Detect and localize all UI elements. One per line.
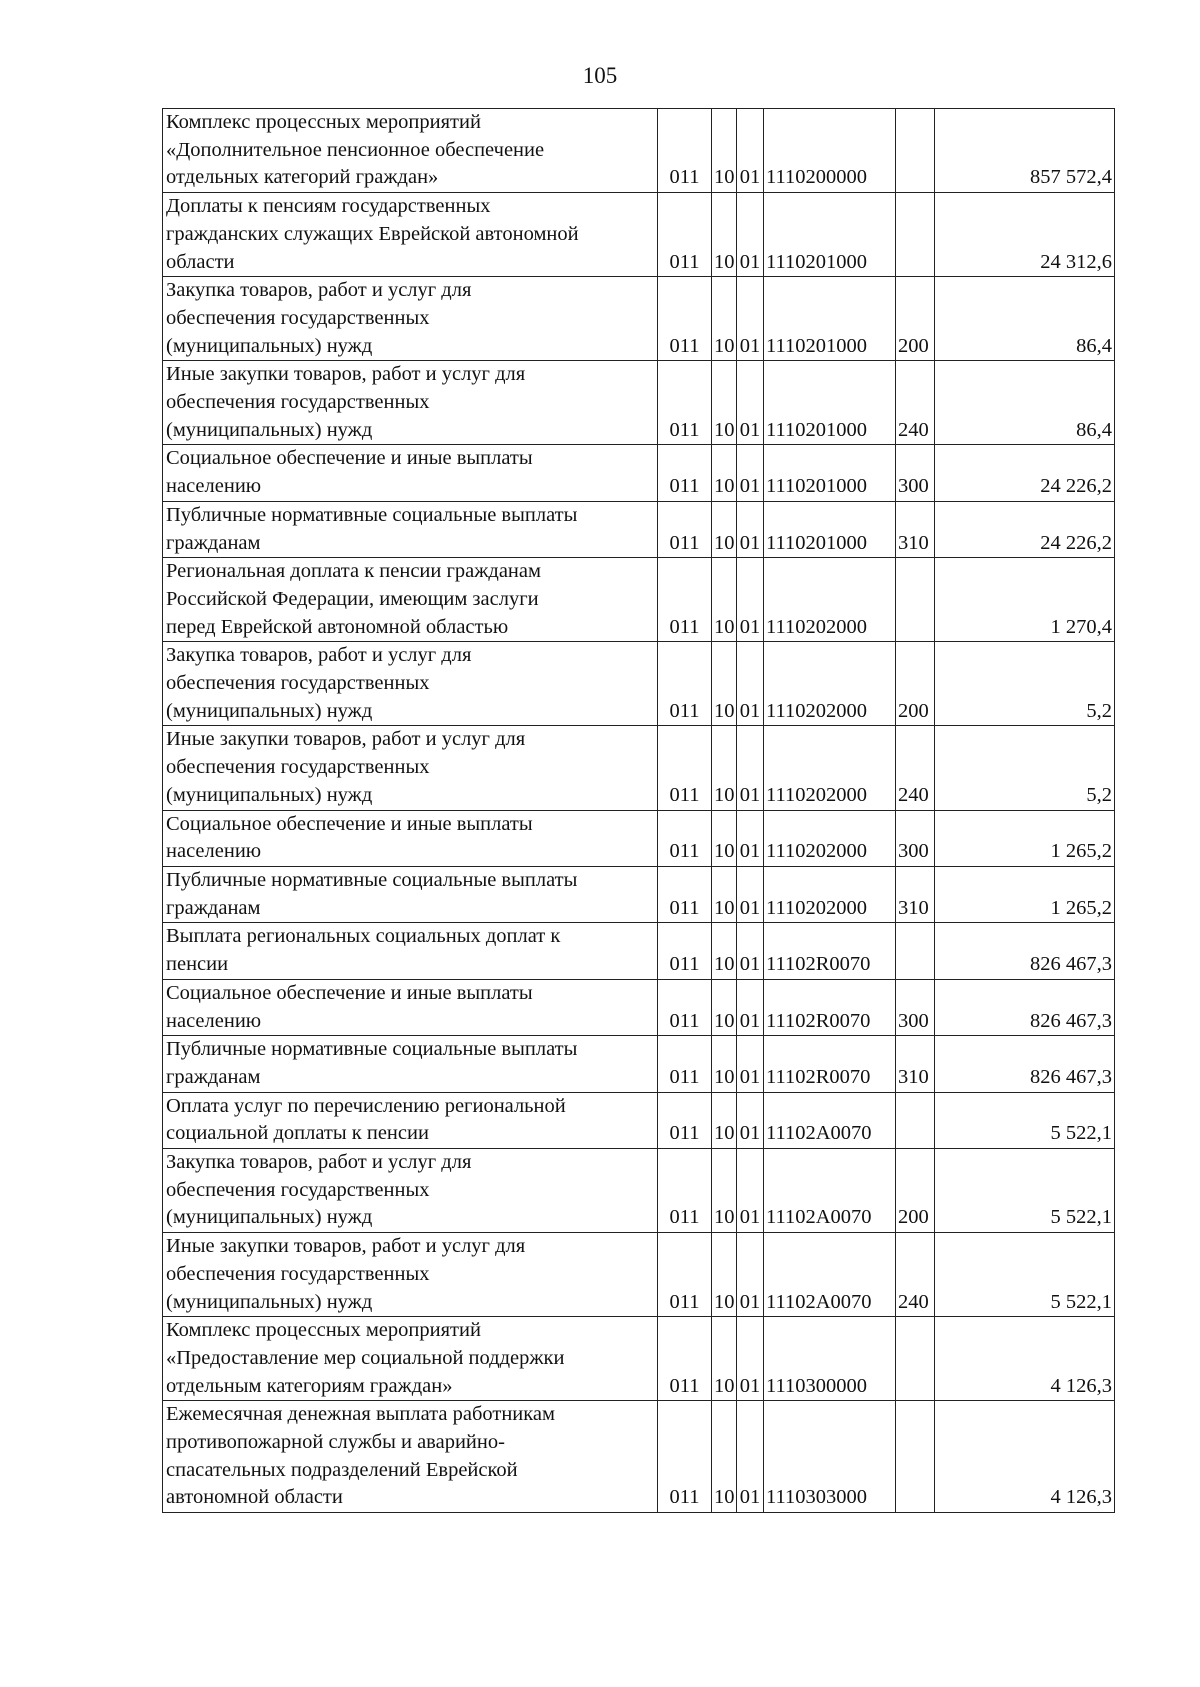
section-code: 10: [712, 558, 737, 642]
row-name: Социальное обеспечение и иные выплаты населению: [163, 810, 658, 866]
section-code: 10: [712, 979, 737, 1035]
amount-value: 4 126,3: [935, 1317, 1115, 1401]
ministry-code: 011: [658, 361, 712, 445]
row-name: Закупка товаров, работ и услуг для обеспечения государственных (муниципальных) нужд: [163, 277, 658, 361]
subsection-code: 01: [737, 642, 764, 726]
target-item-code: 11102A0070: [764, 1149, 896, 1233]
amount-value: 86,4: [935, 361, 1115, 445]
table-row: [163, 923, 1115, 979]
subsection-code: 01: [737, 193, 764, 277]
expense-type-code: 240: [896, 1233, 935, 1317]
subsection-code: 01: [737, 810, 764, 866]
target-item-code: 1110201000: [764, 361, 896, 445]
amount-value: 1 265,2: [935, 810, 1115, 866]
amount-value: 24 312,6: [935, 193, 1115, 277]
table-row: [163, 1092, 1115, 1148]
table-row: [163, 109, 1115, 193]
table-row: [163, 1036, 1115, 1092]
amount-value: 5,2: [935, 642, 1115, 726]
ministry-code: 011: [658, 1233, 712, 1317]
subsection-code: 01: [737, 726, 764, 810]
target-item-code: 1110200000: [764, 109, 896, 193]
ministry-code: 011: [658, 642, 712, 726]
expense-type-code: [896, 1092, 935, 1148]
amount-value: 826 467,3: [935, 979, 1115, 1035]
expense-type-code: [896, 923, 935, 979]
section-code: 10: [712, 1149, 737, 1233]
amount-value: 5 522,1: [935, 1092, 1115, 1148]
subsection-code: 01: [737, 109, 764, 193]
ministry-code: 011: [658, 1092, 712, 1148]
budget-table-body: [163, 109, 1115, 1513]
amount-value: 826 467,3: [935, 923, 1115, 979]
row-name: Комплекс процессных мероприятий «Предоставление мер социальной поддержки отдельным категориям граждан»: [163, 1317, 658, 1401]
section-code: 10: [712, 1036, 737, 1092]
amount-value: 826 467,3: [935, 1036, 1115, 1092]
section-code: 10: [712, 642, 737, 726]
subsection-code: 01: [737, 445, 764, 501]
row-name: Региональная доплата к пенсии гражданам Российской Федерации, имеющим заслуги перед Еврейской автономной областью: [163, 558, 658, 642]
ministry-code: 011: [658, 1036, 712, 1092]
table-row: [163, 277, 1115, 361]
section-code: 10: [712, 1401, 737, 1513]
table-row: [163, 726, 1115, 810]
row-name: Ежемесячная денежная выплата работникам противопожарной службы и аварийно- спасательных подразделений Еврейской автономной области: [163, 1401, 658, 1513]
section-code: 10: [712, 1233, 737, 1317]
expense-type-code: [896, 1401, 935, 1513]
amount-value: 24 226,2: [935, 501, 1115, 557]
ministry-code: 011: [658, 726, 712, 810]
section-code: 10: [712, 866, 737, 922]
row-name: Доплаты к пенсиям государственных гражданских служащих Еврейской автономной области: [163, 193, 658, 277]
target-item-code: 1110201000: [764, 445, 896, 501]
subsection-code: 01: [737, 1401, 764, 1513]
target-item-code: 11102A0070: [764, 1233, 896, 1317]
section-code: 10: [712, 193, 737, 277]
section-code: 10: [712, 1092, 737, 1148]
target-item-code: 1110202000: [764, 558, 896, 642]
table-row: [163, 361, 1115, 445]
section-code: 10: [712, 1317, 737, 1401]
row-name: Иные закупки товаров, работ и услуг для обеспечения государственных (муниципальных) нужд: [163, 361, 658, 445]
row-name: Закупка товаров, работ и услуг для обеспечения государственных (муниципальных) нужд: [163, 1149, 658, 1233]
row-name: Социальное обеспечение и иные выплаты населению: [163, 445, 658, 501]
row-name: Социальное обеспечение и иные выплаты населению: [163, 979, 658, 1035]
ministry-code: 011: [658, 1149, 712, 1233]
ministry-code: 011: [658, 558, 712, 642]
expense-type-code: 200: [896, 642, 935, 726]
subsection-code: 01: [737, 361, 764, 445]
ministry-code: 011: [658, 923, 712, 979]
target-item-code: 1110202000: [764, 810, 896, 866]
amount-value: 4 126,3: [935, 1401, 1115, 1513]
amount-value: 5,2: [935, 726, 1115, 810]
ministry-code: 011: [658, 979, 712, 1035]
expense-type-code: 240: [896, 361, 935, 445]
row-name: Публичные нормативные социальные выплаты гражданам: [163, 866, 658, 922]
subsection-code: 01: [737, 1036, 764, 1092]
ministry-code: 011: [658, 193, 712, 277]
subsection-code: 01: [737, 866, 764, 922]
target-item-code: 11102R0070: [764, 1036, 896, 1092]
table-row: [163, 979, 1115, 1035]
target-item-code: 1110201000: [764, 501, 896, 557]
subsection-code: 01: [737, 1233, 764, 1317]
table-row: [163, 1317, 1115, 1401]
ministry-code: 011: [658, 1317, 712, 1401]
table-row: [163, 445, 1115, 501]
subsection-code: 01: [737, 979, 764, 1035]
ministry-code: 011: [658, 1401, 712, 1513]
table-row: [163, 810, 1115, 866]
expense-type-code: 200: [896, 1149, 935, 1233]
expense-type-code: 310: [896, 501, 935, 557]
expense-type-code: [896, 1317, 935, 1401]
table-row: [163, 642, 1115, 726]
section-code: 10: [712, 810, 737, 866]
subsection-code: 01: [737, 1317, 764, 1401]
target-item-code: 11102R0070: [764, 979, 896, 1035]
target-item-code: 11102A0070: [764, 1092, 896, 1148]
row-name: Публичные нормативные социальные выплаты гражданам: [163, 1036, 658, 1092]
section-code: 10: [712, 923, 737, 979]
amount-value: 24 226,2: [935, 445, 1115, 501]
table-row: [163, 1233, 1115, 1317]
subsection-code: 01: [737, 558, 764, 642]
row-name: Публичные нормативные социальные выплаты гражданам: [163, 501, 658, 557]
budget-table: [162, 108, 1115, 1513]
amount-value: 5 522,1: [935, 1233, 1115, 1317]
row-name: Закупка товаров, работ и услуг для обеспечения государственных (муниципальных) нужд: [163, 642, 658, 726]
row-name: Иные закупки товаров, работ и услуг для обеспечения государственных (муниципальных) нужд: [163, 1233, 658, 1317]
subsection-code: 01: [737, 1092, 764, 1148]
ministry-code: 011: [658, 501, 712, 557]
row-name: Выплата региональных социальных доплат к пенсии: [163, 923, 658, 979]
amount-value: 5 522,1: [935, 1149, 1115, 1233]
expense-type-code: 300: [896, 979, 935, 1035]
target-item-code: 11102R0070: [764, 923, 896, 979]
section-code: 10: [712, 726, 737, 810]
ministry-code: 011: [658, 810, 712, 866]
table-row: [163, 501, 1115, 557]
expense-type-code: [896, 558, 935, 642]
subsection-code: 01: [737, 923, 764, 979]
expense-type-code: 240: [896, 726, 935, 810]
table-row: [163, 866, 1115, 922]
subsection-code: 01: [737, 501, 764, 557]
amount-value: 86,4: [935, 277, 1115, 361]
ministry-code: 011: [658, 866, 712, 922]
amount-value: 857 572,4: [935, 109, 1115, 193]
expense-type-code: 300: [896, 445, 935, 501]
ministry-code: 011: [658, 445, 712, 501]
ministry-code: 011: [658, 109, 712, 193]
subsection-code: 01: [737, 1149, 764, 1233]
expense-type-code: 310: [896, 1036, 935, 1092]
target-item-code: 1110202000: [764, 642, 896, 726]
expense-type-code: 310: [896, 866, 935, 922]
amount-value: 1 270,4: [935, 558, 1115, 642]
row-name: Комплекс процессных мероприятий «Дополнительное пенсионное обеспечение отдельных категорий граждан»: [163, 109, 658, 193]
section-code: 10: [712, 501, 737, 557]
target-item-code: 1110202000: [764, 866, 896, 922]
target-item-code: 1110201000: [764, 277, 896, 361]
ministry-code: 011: [658, 277, 712, 361]
row-name: Оплата услуг по перечислению региональной социальной доплаты к пенсии: [163, 1092, 658, 1148]
expense-type-code: 300: [896, 810, 935, 866]
section-code: 10: [712, 109, 737, 193]
target-item-code: 1110300000: [764, 1317, 896, 1401]
expense-type-code: 200: [896, 277, 935, 361]
amount-value: 1 265,2: [935, 866, 1115, 922]
table-row: [163, 193, 1115, 277]
section-code: 10: [712, 277, 737, 361]
table-row: [163, 1149, 1115, 1233]
expense-type-code: [896, 193, 935, 277]
table-row: [163, 1401, 1115, 1513]
table-row: [163, 558, 1115, 642]
row-name: Иные закупки товаров, работ и услуг для обеспечения государственных (муниципальных) нужд: [163, 726, 658, 810]
section-code: 10: [712, 361, 737, 445]
target-item-code: 1110201000: [764, 193, 896, 277]
expense-type-code: [896, 109, 935, 193]
target-item-code: 1110202000: [764, 726, 896, 810]
subsection-code: 01: [737, 277, 764, 361]
page-number: 105: [582, 63, 618, 88]
target-item-code: 1110303000: [764, 1401, 896, 1513]
section-code: 10: [712, 445, 737, 501]
